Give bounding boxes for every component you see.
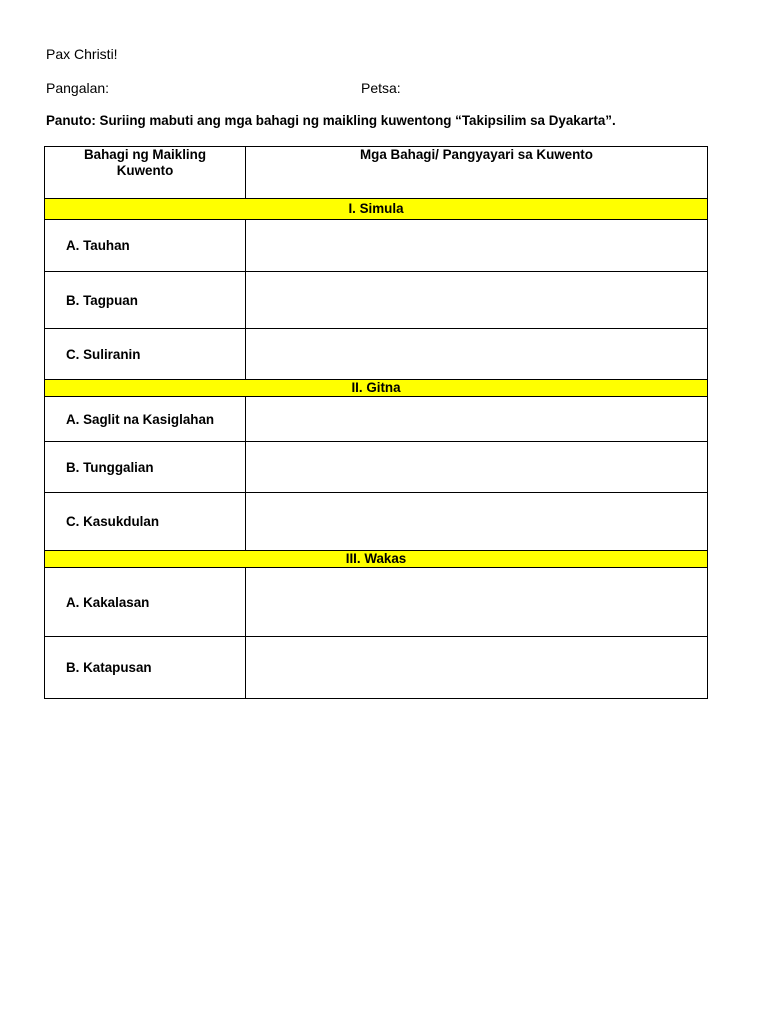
section-row-wakas [45, 551, 708, 568]
row-label: B. Tunggalian [45, 442, 246, 493]
row-label: C. Kasukdulan [45, 493, 246, 551]
section-row-gitna [45, 380, 708, 397]
table-row [45, 568, 708, 637]
answer-cell[interactable] [246, 397, 708, 442]
date-label: Petsa: [361, 80, 401, 96]
col-header-events: Mga Bahagi/ Pangyayari sa Kuwento [246, 147, 708, 199]
table-header-row [45, 147, 708, 199]
table-row [45, 329, 708, 380]
row-label: A. Tauhan [45, 220, 246, 272]
table-row [45, 637, 708, 699]
row-label: A. Kakalasan [45, 568, 246, 637]
answer-cell[interactable] [246, 272, 708, 329]
section-title: III. Wakas [45, 551, 708, 568]
table-row [45, 442, 708, 493]
section-row-simula [45, 199, 708, 220]
answer-cell[interactable] [246, 637, 708, 699]
row-label: C. Suliranin [45, 329, 246, 380]
row-label: B. Katapusan [45, 637, 246, 699]
greeting-text: Pax Christi! [46, 46, 118, 62]
answer-cell[interactable] [246, 568, 708, 637]
name-label: Pangalan: [46, 80, 110, 96]
row-label: A. Saglit na Kasiglahan [45, 397, 246, 442]
section-title: I. Simula [45, 199, 708, 220]
answer-cell[interactable] [246, 329, 708, 380]
table-row [45, 220, 708, 272]
table-row [45, 493, 708, 551]
table-row [45, 272, 708, 329]
row-label: B. Tagpuan [45, 272, 246, 329]
story-parts-table [44, 146, 708, 699]
answer-cell[interactable] [246, 220, 708, 272]
col-header-parts: Bahagi ng Maikling Kuwento [45, 147, 246, 199]
answer-cell[interactable] [246, 493, 708, 551]
answer-cell[interactable] [246, 442, 708, 493]
table-row [45, 397, 708, 442]
instruction-text: Panuto: Suriing mabuti ang mga bahagi ng maikling kuwentong “Takipsilim sa Dyakarta”. [46, 113, 616, 128]
section-title: II. Gitna [45, 380, 708, 397]
